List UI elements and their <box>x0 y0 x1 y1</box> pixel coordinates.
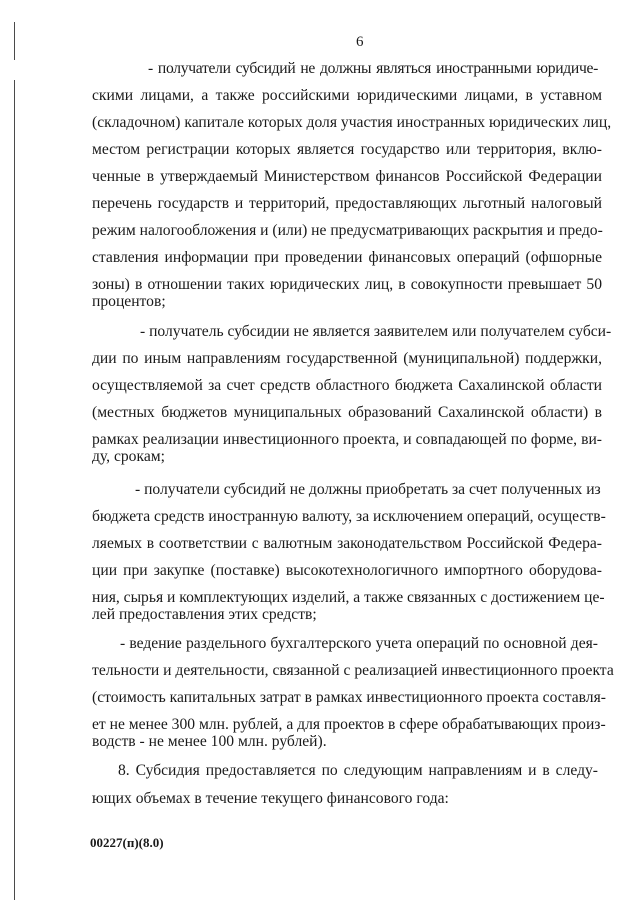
text-line: ции при закупке (поставке) высокотехнологичного импортного оборудова- <box>92 562 602 579</box>
text-line: - ведение раздельного бухгалтерского учета операций по основной дея- <box>120 635 598 652</box>
text-line: (складочном) капитале которых доля участия иностранных юридических лиц, <box>92 114 612 131</box>
text-line: дии по иным направлениям государственной (муниципальной) поддержки, <box>92 350 602 367</box>
page-number: 6 <box>356 34 364 50</box>
text-line: ставления информации при проведении финансовых операций (офшорные <box>92 249 602 266</box>
text-line: осуществляемой за счет средств областного бюджета Сахалинской области <box>92 377 602 394</box>
text-line: перечень государств и территорий, предоставляющих льготный налоговый <box>92 195 602 212</box>
text-line: водств - не менее 100 млн. рублей). <box>92 733 327 750</box>
text-line: (местных бюджетов муниципальных образований Сахалинской области) в <box>92 404 602 421</box>
text-line: ющих объемах в течение текущего финансового года: <box>92 790 449 807</box>
text-line: (стоимость капитальных затрат в рамках инвестиционного проекта составля- <box>92 689 606 706</box>
text-line: лей предоставления этих средств; <box>92 606 317 623</box>
text-line: рамках реализации инвестиционного проекта, и совпадающей по форме, ви- <box>92 431 602 448</box>
text-line: - получатели субсидий не должны приобретать за счет полученных из <box>135 481 601 498</box>
text-line: - получатели субсидий не должны являться иностранными юридиче- <box>148 60 598 77</box>
text-line: - получатель субсидии не является заявителем или получателем субси- <box>140 323 612 340</box>
document-code: 00227(п)(8.0) <box>90 835 164 850</box>
text-line: режим налогообложения и (или) не предусматривающих раскрытия и предо- <box>92 222 603 239</box>
text-line: процентов; <box>92 293 166 310</box>
text-line: ет не менее 300 млн. рублей, а для проектов в сфере обрабатывающих произ- <box>92 716 606 733</box>
text-line: 8. Субсидия предоставляется по следующим направлениям и в следу- <box>118 762 598 779</box>
scan-edge-mark <box>14 22 15 60</box>
text-line: зоны) в отношении таких юридических лиц, в совокупности превышает 50 <box>92 276 602 293</box>
text-line: тельности и деятельности, связанной с реализацией инвестиционного проекта <box>92 662 614 679</box>
text-line: ляемых в соответствии с валютным законодательством Российской Федера- <box>92 535 602 552</box>
text-line: ду, срокам; <box>92 448 165 465</box>
scan-edge-mark <box>14 80 15 900</box>
text-line: скими лицами, а также российскими юридическими лицами, в уставном <box>92 87 602 104</box>
text-line: бюджета средств иностранную валюту, за исключением операций, осуществ- <box>92 508 606 525</box>
text-line: ния, сырья и комплектующих изделий, а также связанных с достижением це- <box>92 589 605 606</box>
text-line: ченные в утверждаемый Министерством финансов Российской Федерации <box>92 168 602 185</box>
text-line: местом регистрации которых является государство или территория, вклю- <box>92 141 602 158</box>
